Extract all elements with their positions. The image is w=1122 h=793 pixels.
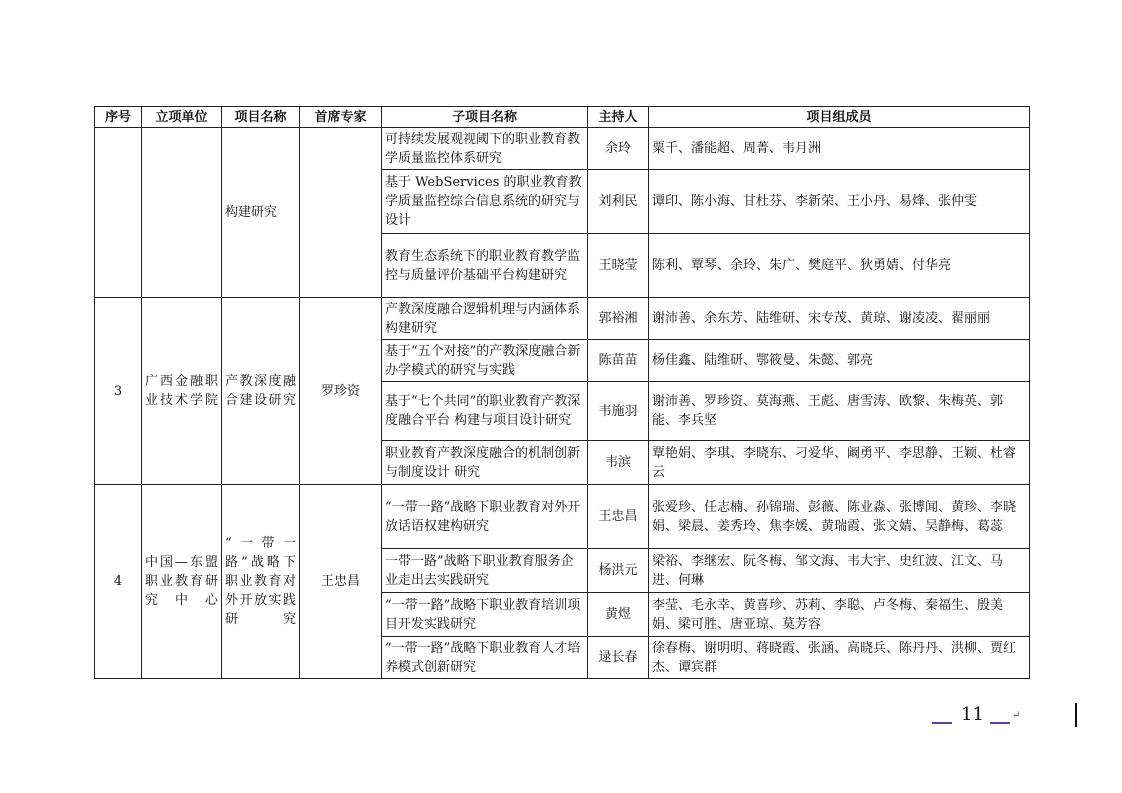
expert-cell: [300, 128, 382, 298]
host-cell: 杨洪元: [588, 549, 649, 593]
index-cell: [95, 128, 142, 298]
project-name-cell: “一带一路”战略下职业教育对外开放实践研究: [222, 485, 300, 679]
subproject-cell: 职业教育产教深度融合的机制创新与制度设计 研究: [382, 441, 588, 485]
index-cell: 3: [95, 298, 142, 485]
host-cell: 陈苗苗: [588, 340, 649, 382]
subproject-cell: “一带一路”战略下职业教育对外开放话语权建构研究: [382, 485, 588, 549]
subproject-cell: 基于 WebServices 的职业教育教学质量监控综合信息系统的研究与设计: [382, 170, 588, 234]
header-index: 序号: [95, 107, 142, 128]
host-cell: 韦施羽: [588, 382, 649, 441]
host-cell: 逯长春: [588, 637, 649, 679]
host-cell: 王忠昌: [588, 485, 649, 549]
members-cell: 梁裕、李继宏、阮冬梅、邹文海、韦大宇、史红波、江文、马进、何琳: [649, 549, 1030, 593]
footer-dash-right: [990, 722, 1010, 724]
header-subproject-name: 子项目名称: [382, 107, 588, 128]
project-name-cell: 构建研究: [222, 128, 300, 298]
header-members: 项目组成员: [649, 107, 1030, 128]
header-unit: 立项单位: [142, 107, 222, 128]
paragraph-mark-icon: ↵: [1012, 710, 1021, 721]
subproject-cell: 基于“五个对接”的产教深度融合新办学模式的研究与实践: [382, 340, 588, 382]
subproject-cell: 可持续发展观视阈下的职业教育教学质量监控体系研究: [382, 128, 588, 170]
project-name-cell: 产教深度融合建设研究: [222, 298, 300, 485]
page-number: 11: [961, 704, 984, 725]
host-cell: 刘利民: [588, 170, 649, 234]
unit-cell: 中国—东盟职业教育研究中心: [142, 485, 222, 679]
table-row: [95, 485, 1030, 549]
subproject-cell: 一带一路”战略下职业教育服务企业走出去实践研究: [382, 549, 588, 593]
members-cell: 徐春梅、谢明明、蒋晓霞、张涵、高晓兵、陈丹丹、洪柳、贾红杰、谭宾群: [649, 637, 1030, 679]
members-cell: 杨佳鑫、陆维研、鄂筱曼、朱懿、郭亮: [649, 340, 1030, 382]
host-cell: 余玲: [588, 128, 649, 170]
members-cell: 谢沛善、余东芳、陆维研、宋专茂、黄琼、谢凌凌、翟丽丽: [649, 298, 1030, 340]
index-cell: 4: [95, 485, 142, 679]
text-cursor-bar: [1075, 703, 1077, 727]
table-header-row: [95, 107, 1030, 128]
host-cell: 王晓莹: [588, 234, 649, 298]
subproject-cell: 产教深度融合逻辑机理与内涵体系构建研究: [382, 298, 588, 340]
table-row: [95, 298, 1030, 340]
expert-cell: 王忠昌: [300, 485, 382, 679]
members-cell: 陈利、覃琴、余玲、朱广、樊庭平、狄勇婧、付华亮: [649, 234, 1030, 298]
subproject-cell: “一带一路”战略下职业教育人才培养模式创新研究: [382, 637, 588, 679]
header-project-name: 项目名称: [222, 107, 300, 128]
project-table: [94, 106, 1030, 679]
members-cell: 覃艳娟、李琪、李晓东、刁爱华、阚勇平、李思静、王颖、杜睿云: [649, 441, 1030, 485]
subproject-cell: “一带一路”战略下职业教育培训项目开发实践研究: [382, 593, 588, 637]
subproject-cell: 教育生态系统下的职业教育教学监控与质量评价基础平台构建研究: [382, 234, 588, 298]
members-cell: 张爱珍、任志楠、孙锦瑞、彭薇、陈业淼、张博闻、黄珍、李晓娟、梁晨、姜秀玲、焦李媛、黄瑞霞、张文婧、吴静梅、葛蕊: [649, 485, 1030, 549]
members-cell: 李莹、毛永幸、黄喜珍、苏莉、李聪、卢冬梅、秦福生、殷美娟、梁可胜、唐亚琼、莫芳容: [649, 593, 1030, 637]
members-cell: 谭印、陈小海、甘杜芬、李新荣、王小丹、易烽、张仲雯: [649, 170, 1030, 234]
members-cell: 谢沛善、罗珍资、莫海燕、王彪、唐雪涛、欧黎、朱梅英、郭能、李兵坚: [649, 382, 1030, 441]
header-host: 主持人: [588, 107, 649, 128]
page-footer: [928, 702, 1028, 732]
host-cell: 黄煜: [588, 593, 649, 637]
subproject-cell: 基于“七个共同”的职业教育产教深度融合平台 构建与项目设计研究: [382, 382, 588, 441]
expert-cell: 罗珍资: [300, 298, 382, 485]
table-row: [95, 128, 1030, 170]
host-cell: 郭裕湘: [588, 298, 649, 340]
unit-cell: 广西金融职业技术学院: [142, 298, 222, 485]
unit-cell: [142, 128, 222, 298]
footer-dash-left: [932, 722, 952, 724]
header-chief-expert: 首席专家: [300, 107, 382, 128]
members-cell: 粟千、潘能超、周菁、韦月洲: [649, 128, 1030, 170]
host-cell: 韦滨: [588, 441, 649, 485]
